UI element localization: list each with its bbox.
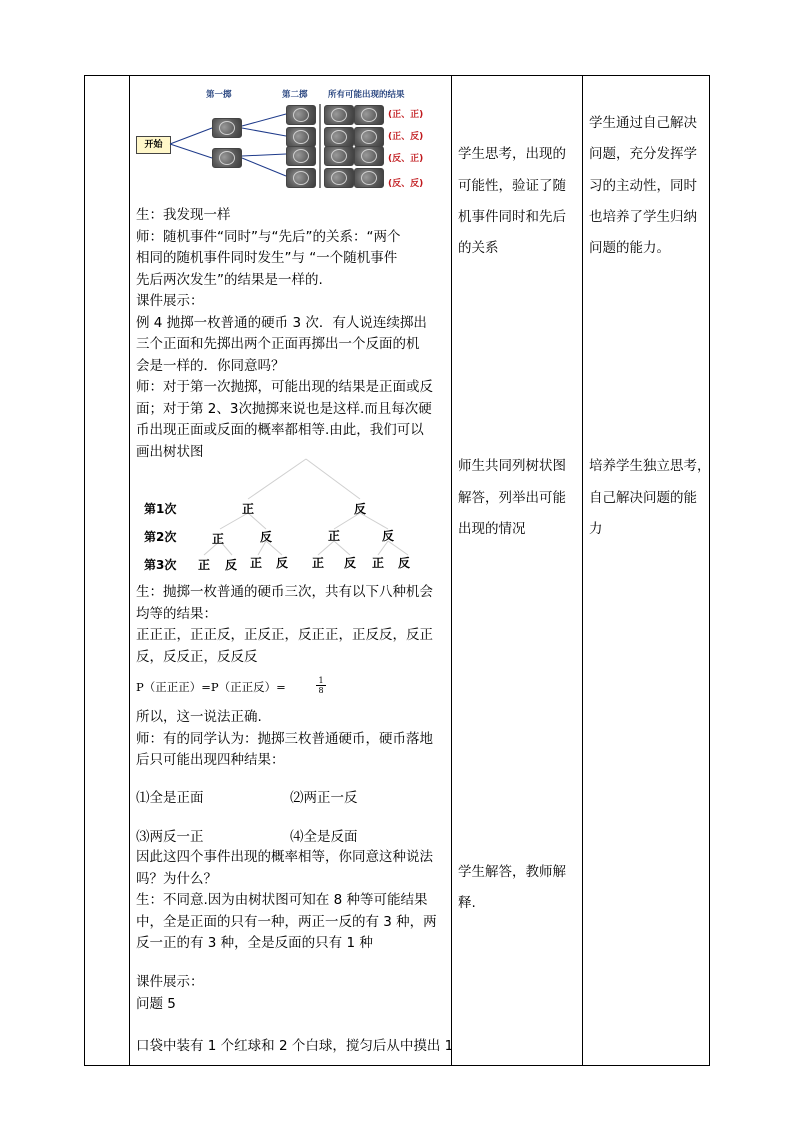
coin-result-3a [324,146,354,166]
tree-node-l3: 正 [372,556,385,570]
table-bottom-border [84,1065,710,1066]
coin-result-4b [354,168,384,188]
col4-line: 习的主动性，同时 [589,178,697,194]
formula-fraction [316,676,326,695]
tree-node-l1: 正 [242,502,255,516]
tree-node-l2: 正 [328,529,341,543]
result-label-1: (正、正) [388,110,424,120]
main-line: 反，反反正，反反反 [136,648,258,665]
main-line: 生：不同意.因为由树状图可知在 8 种等可能结果 [136,892,428,908]
col3-line: 出现的情况 [458,521,526,537]
table-col-line-0 [84,75,85,1065]
tree-node-l2: 正 [212,532,225,546]
tree-node-l3: 正 [312,556,325,570]
main-line: 例 4 抛掷一枚普通的硬币 3 次．有人说连续掷出 [136,314,427,331]
main-line: 所以，这一说法正确. [136,709,262,725]
coin-tree-figure [136,84,436,194]
coin-second-1 [286,105,316,125]
result-label-3: (反、正) [388,154,424,164]
tree-node-l1: 反 [354,502,367,516]
formula-left: P（正正正）=P（正正反）= [136,680,286,694]
tree-node-l3: 反 [344,556,357,570]
figure-header-first: 第一掷 [206,90,232,100]
tree-node-l3: 正 [198,558,211,572]
tree-node-l2: 反 [382,529,395,543]
main-line: 师：有的同学认为：抛掷三枚普通硬币，硬币落地 [136,730,433,747]
main-line: 正正正，正正反，正反正，反正正，正反反，反正 [136,627,433,643]
table-col-line-4 [709,75,710,1065]
option-item: ⑷全是反面 [290,829,358,845]
table-col-line-3 [582,75,583,1065]
col4-line: 也培养了学生归纳 [589,209,697,225]
col4-line: 问题，充分发挥学 [589,146,697,162]
main-line: 问题 5 [136,995,176,1012]
main-line: 币出现正面或反面的概率都相等.由此，我们可以 [136,422,424,438]
coin-second-4 [286,168,316,188]
col3-line: 可能性，验证了随 [458,178,566,194]
coin-result-1b [354,105,384,125]
figure-header-results: 所有可能出现的结果 [328,90,405,100]
tree-node-l3: 反 [398,556,411,570]
start-label: 开始 [144,140,163,150]
formula-numerator: 1 [316,676,326,686]
table-col-line-1 [129,75,130,1065]
main-line: 生：抛掷一枚普通的硬币三次，共有以下八种机会 [136,584,433,600]
tree-node-l3: 反 [225,558,238,572]
coin-second-2 [286,127,316,147]
tree-node-l2: 反 [260,530,273,544]
main-line: 会是一样的．你同意吗？ [136,357,285,374]
col3-line: 解答，列举出可能 [458,490,566,506]
main-line: 画出树状图 [136,443,204,460]
main-line: 生：我发现一样 [136,207,231,223]
tree-row-label-1: 第1次 [144,502,177,516]
main-line: 相同的随机事件同时发生”与 “一个随机事件 [136,250,398,266]
main-line: 课件展示： [136,974,204,990]
main-line: 中，全是正面的只有一种，两正一反的有 3 种，两 [136,913,437,930]
tree-diagram [136,455,446,583]
col3-line: 的关系 [458,240,499,256]
main-line: 先后两次发生”的结果是一样的. [136,271,323,288]
col4-line: 问题的能力。 [589,240,670,256]
main-line: 师：随机事件“同时”与“先后”的关系：“两个 [136,228,401,245]
table-col-line-2 [451,75,452,1065]
coin-second-3 [286,146,316,166]
coin-result-2b [354,127,384,147]
option-item: ⑶两反一正 [136,829,204,845]
col3-line: 师生共同列树状图 [458,458,566,474]
coin-result-2a [324,127,354,147]
result-label-4: (反、反) [388,179,424,189]
result-label-2: (正、反) [388,132,424,142]
main-line: 吗？为什么？ [136,870,217,887]
main-line: 面；对于第 2、3次抛掷来说也是这样.而且每次硬 [136,400,432,417]
coin-result-4a [324,168,354,188]
main-line: 课件展示： [136,293,204,309]
figure-header-second: 第二掷 [282,90,308,100]
option-item: ⑵两正一反 [290,790,358,806]
main-line: 口袋中装有 1 个红球和 2 个白球，搅匀后从中摸出 1 [136,1038,454,1054]
option-item: ⑴全是正面 [136,790,204,806]
col3-line: 学生解答，教师解 [458,864,566,880]
col4-line: 培养学生独立思考， [589,458,711,474]
main-line: 因此这四个事件出现的概率相等，你同意这种说法 [136,849,433,865]
main-line: 后只可能出现四种结果： [136,752,285,768]
tree-node-l3: 反 [276,556,289,570]
table-top-border [84,75,710,76]
formula-denominator: 8 [318,686,324,695]
tree-row-label-3: 第3次 [144,558,177,572]
col4-line: 自己解决问题的能 [589,490,697,506]
tree-row-label-2: 第2次 [144,530,177,544]
coin-result-3b [354,146,384,166]
tree-node-l3: 正 [250,556,263,570]
col3-line: 机事件同时和先后 [458,209,566,225]
main-line: 均等的结果： [136,605,217,622]
coin-result-1a [324,105,354,125]
col3-line: 学生思考，出现的 [458,146,566,162]
coin-first-2 [212,148,242,168]
col4-line: 学生通过自己解决 [589,115,697,131]
col3-line: 释. [458,895,476,911]
main-line: 三个正面和先掷出两个正面再掷出一个反面的机 [136,336,420,352]
col4-line: 力 [589,521,603,537]
coin-first-1 [212,118,242,138]
main-line: 师：对于第一次抛掷，可能出现的结果是正面或反 [136,379,433,395]
main-line: 反一正的有 3 种，全是反面的只有 1 种 [136,935,373,951]
